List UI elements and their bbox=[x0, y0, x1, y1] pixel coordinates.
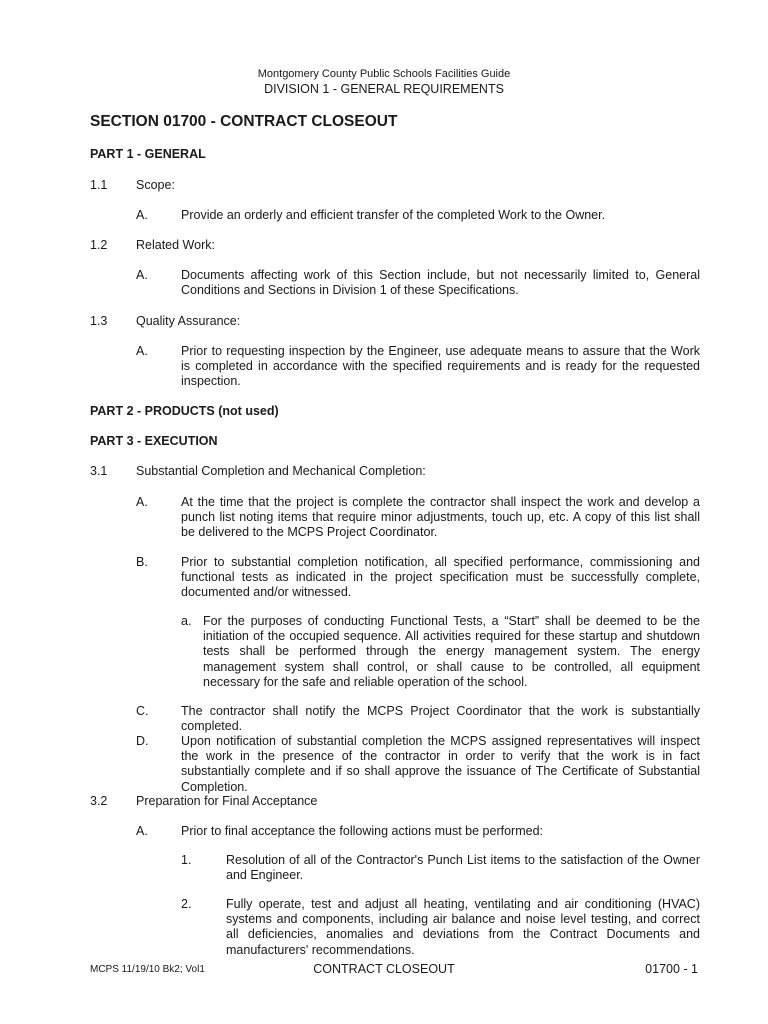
item-1-1-number: 1.1 bbox=[90, 178, 108, 192]
item-3-1-number: 3.1 bbox=[90, 464, 108, 478]
item-1-3-a-text: Prior to requesting inspection by the Engineer, use adequate means to assure that the Work is completed in accordance with the specified requirements and is ready for the requested inspection. bbox=[181, 344, 700, 389]
item-3-1-b-a-text: For the purposes of conducting Functional Tests, a “Start” shall be deemed to be the initiation of the occupied sequence. All activities required for these startup and shutdown tests shall be performed through the energy management system. The energy management system shall control, or shall cause to be controlled, all equipment necessary for the safe and reliable operation of the school. bbox=[203, 614, 700, 689]
item-3-2-a-label: A. bbox=[136, 824, 148, 838]
item-1-1-a-text: Provide an orderly and efficient transfer of the completed Work to the Owner. bbox=[181, 208, 606, 222]
item-3-2-number: 3.2 bbox=[90, 794, 108, 808]
item-1-2-number: 1.2 bbox=[90, 238, 108, 252]
item-1-2-title: Related Work: bbox=[136, 238, 215, 252]
header-division: DIVISION 1 - GENERAL REQUIREMENTS bbox=[264, 82, 504, 96]
item-3-1-b-label: B. bbox=[136, 555, 148, 569]
item-3-1-a-text: At the time that the project is complete the contractor shall inspect the work and develop a punch list noting items that require minor adjustments, touch up, etc. A copy of this list shall be delivered to the MCPS Project Coordinator. bbox=[181, 495, 700, 540]
footer-section-name: CONTRACT CLOSEOUT bbox=[313, 962, 455, 976]
item-1-3-title: Quality Assurance: bbox=[136, 314, 241, 328]
item-3-1-b-text: Prior to substantial completion notification, all specified performance, commissioning and functional tests as indicated in the project specification must be successfully complete, documented and/or witnessed. bbox=[181, 555, 700, 600]
footer-page-number: 01700 - 1 bbox=[645, 962, 698, 976]
item-3-2-a-text: Prior to final acceptance the following actions must be performed: bbox=[181, 824, 543, 838]
item-3-1-d-label: D. bbox=[136, 734, 149, 748]
part3-heading: PART 3 - EXECUTION bbox=[90, 434, 218, 448]
header-guide-title: Montgomery County Public Schools Facilities Guide bbox=[257, 68, 511, 80]
item-3-2-2-label: 2. bbox=[181, 897, 192, 911]
item-1-3-a-label: A. bbox=[136, 344, 148, 358]
item-1-2-a-label: A. bbox=[136, 268, 148, 282]
item-3-2-1-text: Resolution of all of the Contractor's Punch List items to the satisfaction of the Owner and Engineer. bbox=[226, 853, 700, 883]
item-3-1-d-text: Upon notification of substantial completion the MCPS assigned representatives will inspect the work in the presence of the contractor in order to verify that the work is in fact substantially complete and if so shall approve the issuance of The Certificate of Substantial Completion. bbox=[181, 734, 700, 794]
section-title: SECTION 01700 - CONTRACT CLOSEOUT bbox=[90, 113, 398, 130]
item-3-1-c-label: C. bbox=[136, 704, 149, 718]
item-1-3-number: 1.3 bbox=[90, 314, 108, 328]
item-3-2-title: Preparation for Final Acceptance bbox=[136, 794, 318, 808]
item-3-1-a-label: A. bbox=[136, 495, 148, 509]
item-3-2-1-label: 1. bbox=[181, 853, 192, 867]
part1-heading: PART 1 - GENERAL bbox=[90, 147, 206, 161]
item-3-1-c-text: The contractor shall notify the MCPS Project Coordinator that the work is substantially completed. bbox=[181, 704, 700, 734]
item-3-2-2-text: Fully operate, test and adjust all heating, ventilating and air conditioning (HVAC) systems and components, including air balance and noise level testing, and correct all deficiencies, anomalies and deviations from the Contract Documents and manufacturers' recommendations. bbox=[226, 897, 700, 957]
part2-heading: PART 2 - PRODUCTS (not used) bbox=[90, 404, 279, 418]
item-1-1-a-label: A. bbox=[136, 208, 148, 222]
item-3-1-title: Substantial Completion and Mechanical Completion: bbox=[136, 464, 426, 478]
item-3-1-b-a-label: a. bbox=[181, 614, 192, 628]
item-1-2-a-text: Documents affecting work of this Section include, but not necessarily limited to, General Conditions and Sections in Division 1 of these Specifications. bbox=[181, 268, 700, 298]
item-1-1-title: Scope: bbox=[136, 178, 175, 192]
footer-revision: MCPS 11/19/10 Bk2; Vol1 bbox=[90, 964, 205, 975]
